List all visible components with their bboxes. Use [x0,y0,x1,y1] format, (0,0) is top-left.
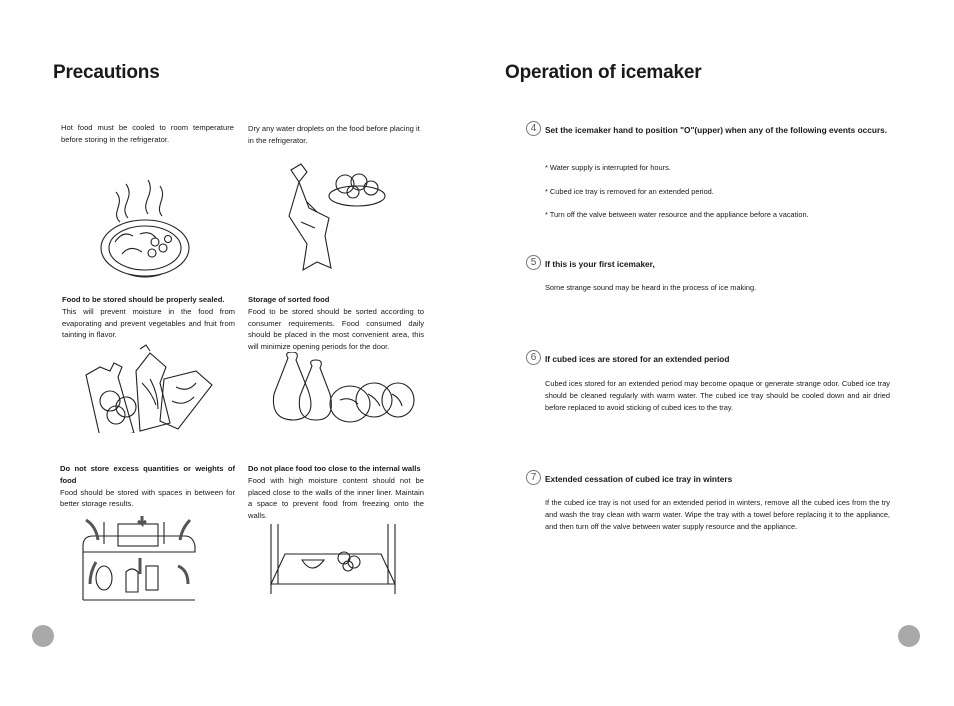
page-marker-right [898,625,920,647]
precaution-text: Dry any water droplets on the food before placing it in the refrigerator. [248,124,420,145]
page-title-left: Precautions [53,62,160,83]
step-4-line-2: * Cubed ice tray is removed for an extended period. [545,187,714,196]
precaution-heading: Storage of sorted food [248,295,330,304]
precaution-heading: Do not place food too close to the internal walls [248,464,421,473]
step-4-line-1: * Water supply is interrupted for hours. [545,163,671,172]
step-heading: If this is your first icemaker, [545,259,655,269]
step-number: 5 [526,255,541,270]
sealed-food-bags-illustration [80,343,215,433]
precaution-excess-food [60,463,235,510]
step-heading: If cubed ices are stored for an extended period [545,354,730,364]
precaution-internal-walls [248,463,424,522]
precaution-heading: Food to be stored should be properly sealed. [62,295,225,304]
precaution-text: Food with high moisture content should not be placed close to the walls of the inner liner. Maintain a space to prevent food from freezing onto the walls. [248,475,424,521]
shelf-spacing-illustration [80,514,198,602]
precaution-dry-food [248,123,424,147]
drying-food-illustration [287,162,391,282]
step-number: 4 [526,121,541,136]
sorted-food-illustration [268,352,418,426]
precaution-text: This will prevent moisture in the food from evaporating and prevent vegetables and fruit from tainting in flavor. [62,306,235,340]
precaution-sorted-food [248,294,424,353]
page-marker-left [32,625,54,647]
step-6 [526,350,886,366]
step-6-text: Cubed ices stored for an extended period may become opaque or generate strange odor. Cubed ice tray should be cleaned regularly with warm water. The cubed ice tray should be cooled down and air dried before replaced to avoid sticking of cubed ices to the tray. [545,379,890,412]
step-7 [526,470,886,486]
precaution-text: Hot food must be cooled to room temperature before storing in the refrigerator. [61,123,234,144]
step-5-line-1: Some strange sound may be heard in the process of ice making. [545,283,757,292]
precaution-heading: Do not store excess quantities or weights of food [60,464,235,485]
step-5 [526,255,886,271]
step-4 [526,121,886,151]
food-near-walls-illustration [268,524,398,594]
step-heading: Set the icemaker hand to position "O"(upper) when any of the following events occurs. [545,125,888,135]
step-number: 7 [526,470,541,485]
precaution-sealed-food [62,294,235,341]
hot-food-bowl-illustration [100,178,192,288]
precaution-text: Food to be stored should be sorted according to consumer requirements. Food consumed daily should be placed in the most convenient area, this will minimize opening periods for the door. [248,306,424,352]
page-title-right: Operation of icemaker [505,62,702,83]
step-7-text: If the cubed ice tray is not used for an extended period in winters, remove all the cubed ices from the try and wash the tray clean with warm water. Wipe the tray with a towel before replacing it to the appliance, and then turn off the valve between water supply resource and the appliance. [545,498,890,531]
step-number: 6 [526,350,541,365]
step-heading: Extended cessation of cubed ice tray in winters [545,474,733,484]
precaution-text: Food should be stored with spaces in between for better storage results. [60,487,235,509]
precaution-hot-food [61,122,234,146]
step-4-line-3: * Turn off the valve between water resource and the appliance before a vacation. [545,210,809,219]
